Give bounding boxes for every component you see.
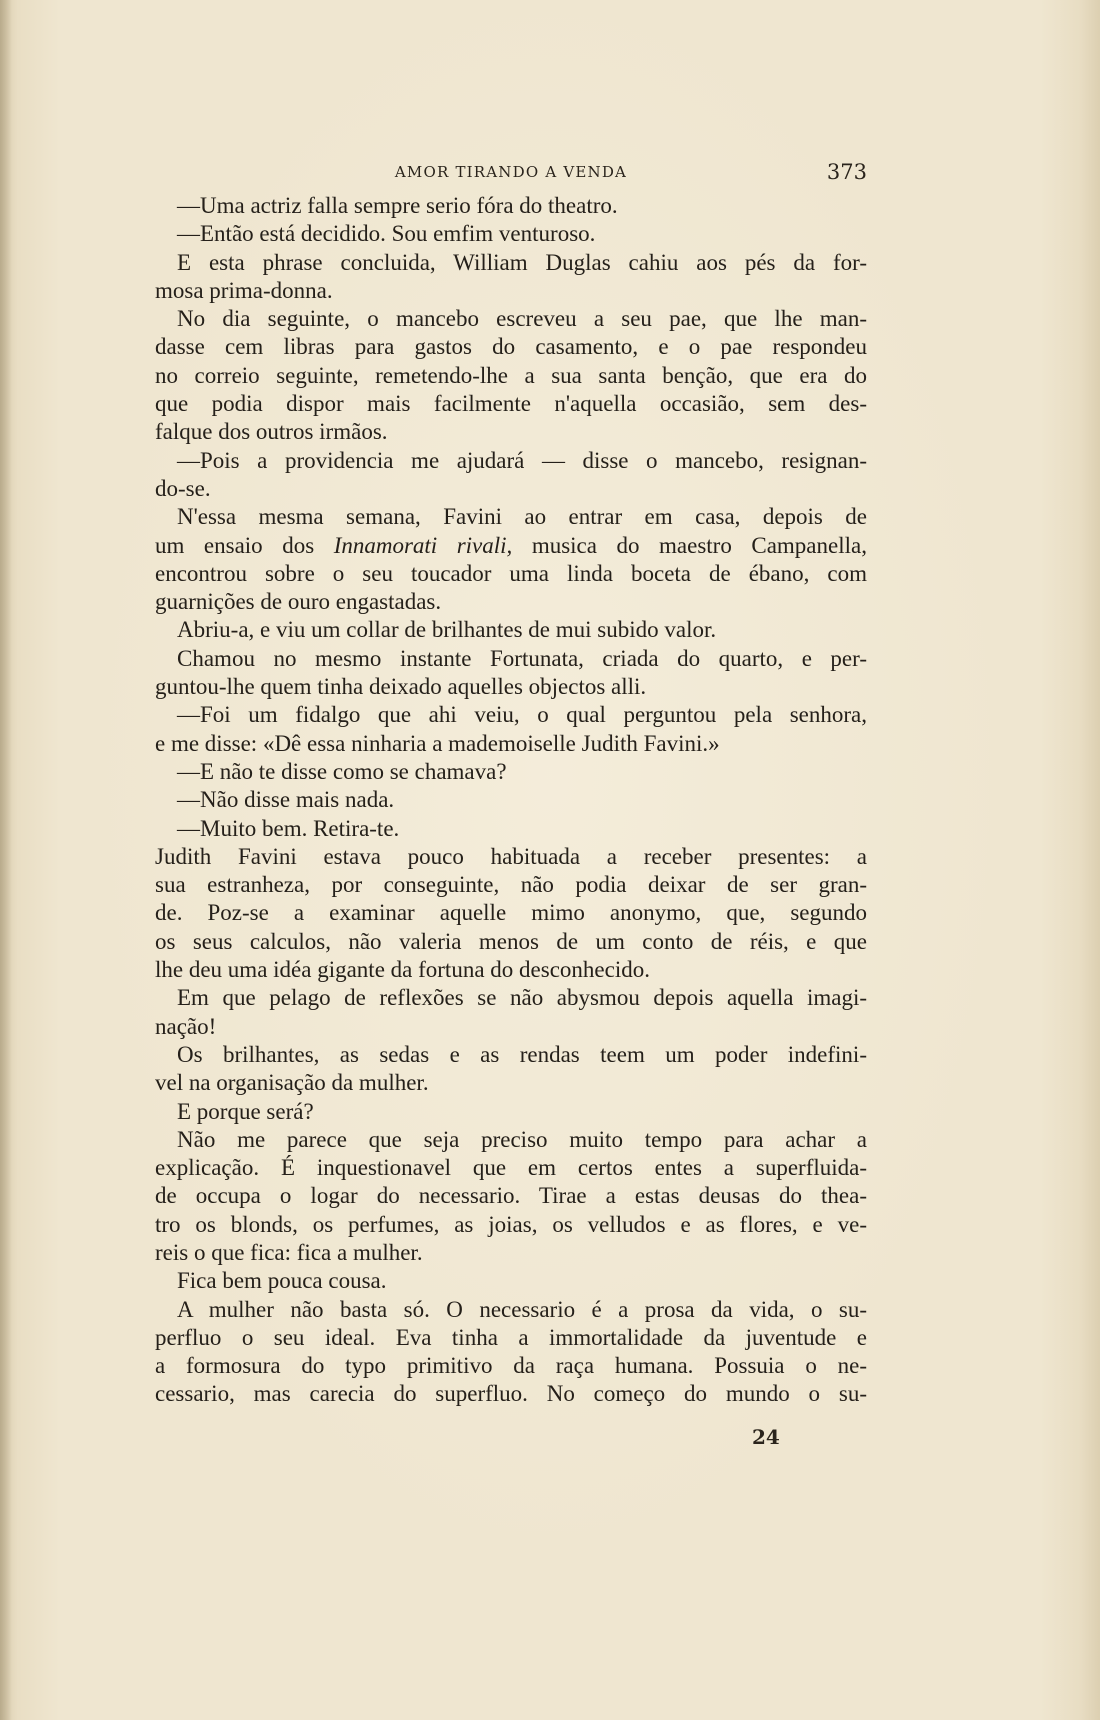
text-line: nação! [155,1013,217,1039]
text-line: dasse cem libras para gastos do casamento, e o pae respondeu [155,334,867,360]
text-run: musica do maestro Campanella, [512,532,867,558]
text-line: Não me parece que seja preciso muito tempo para achar a [177,1126,867,1152]
text-line: que podia dispor mais facilmente n'aquella occasião, sem des- [155,391,867,417]
text-line: reis o que fica: fica a mulher. [155,1239,423,1265]
running-head [155,160,867,184]
text-run: um ensaio dos [155,532,334,558]
text-line: de occupa o logar do necessario. Tirae a estas deusas do thea- [155,1183,867,1209]
text-line: —Não disse mais nada. [177,787,395,813]
text-line: perfluo o seu ideal. Eva tinha a immortalidade da juventude e [155,1324,867,1350]
text-line: Os brilhantes, as sedas e as rendas teem um poder indefini- [177,1041,867,1067]
text-line: lhe deu uma idéa gigante da fortuna do desconhecido. [155,957,650,983]
text-line: explicação. É inquestionavel que em certos entes a superfluida- [155,1155,867,1181]
running-title: AMOR TIRANDO A VENDA [394,163,628,181]
text-line: Abriu-a, e viu um collar de brilhantes de mui subido valor. [177,617,717,643]
text-line: Fica bem pouca cousa. [177,1268,387,1294]
text-line: Em que pelago de reflexões se não abysmou depois aquella imagi- [177,985,867,1011]
text-line: —Pois a providencia me ajudará — disse o mancebo, resignan- [177,447,867,473]
text-line: cessario, mas carecia do superfluo. No começo do mundo o su- [155,1381,867,1407]
text-line: e me disse: «Dê essa ninharia a mademoiselle Judith Favini.» [155,730,720,756]
body-text [155,192,867,1409]
signature-mark: 24 [752,1425,780,1449]
text-line: —Foi um fidalgo que ahi veiu, o qual perguntou pela senhora, [177,702,867,728]
text-line: os seus calculos, não valeria menos de um conto de réis, e que [155,928,867,954]
italic-title: Innamorati rivali, [333,532,513,558]
text-line: vel na organisação da mulher. [155,1070,429,1096]
text-line: Judith Favini estava pouco habituada a receber presentes: a [155,843,867,869]
text-line: guarnições de ouro engastadas. [155,589,442,615]
text-line: de. Poz-se a examinar aquelle mimo anonymo, que, segundo [155,900,867,926]
text-line: —E não te disse como se chamava? [177,758,507,784]
text-line: —Então está decidido. Sou emfim venturoso. [177,221,596,247]
text-line: do-se. [155,475,211,501]
text-line: tro os blonds, os perfumes, as joias, os velludos e as flores, e ve- [155,1211,867,1237]
text-line: A mulher não basta só. O necessario é a prosa da vida, o su- [177,1296,867,1322]
text-line [155,532,867,560]
text-line: a formosura do typo primitivo da raça humana. Possuia o ne- [155,1353,867,1379]
text-line: mosa prima-donna. [155,277,333,303]
text-line: E porque será? [177,1098,314,1124]
text-line: —Muito bem. Retira-te. [177,815,400,841]
text-line: encontrou sobre o seu toucador uma linda boceta de ébano, com [155,560,867,586]
text-line: falque dos outros irmãos. [155,419,388,445]
text-line: N'essa mesma semana, Favini ao entrar em casa, depois de [177,504,867,530]
text-line: Chamou no mesmo instante Fortunata, criada do quarto, e per- [177,645,867,671]
text-line: —Uma actriz falla sempre serio fóra do theatro. [177,193,618,218]
text-line: No dia seguinte, o mancebo escreveu a seu pae, que lhe man- [177,306,867,332]
text-line: E esta phrase concluida, William Duglas cahiu aos pés da for- [177,249,867,275]
text-line: no correio seguinte, remetendo-lhe a sua santa benção, que era do [155,362,867,388]
page-number: 373 [826,160,867,184]
text-line: guntou-lhe quem tinha deixado aquelles objectos alli. [155,674,647,700]
text-line: sua estranheza, por conseguinte, não podia deixar de ser gran- [155,872,867,898]
binding-shadow [0,0,12,1720]
